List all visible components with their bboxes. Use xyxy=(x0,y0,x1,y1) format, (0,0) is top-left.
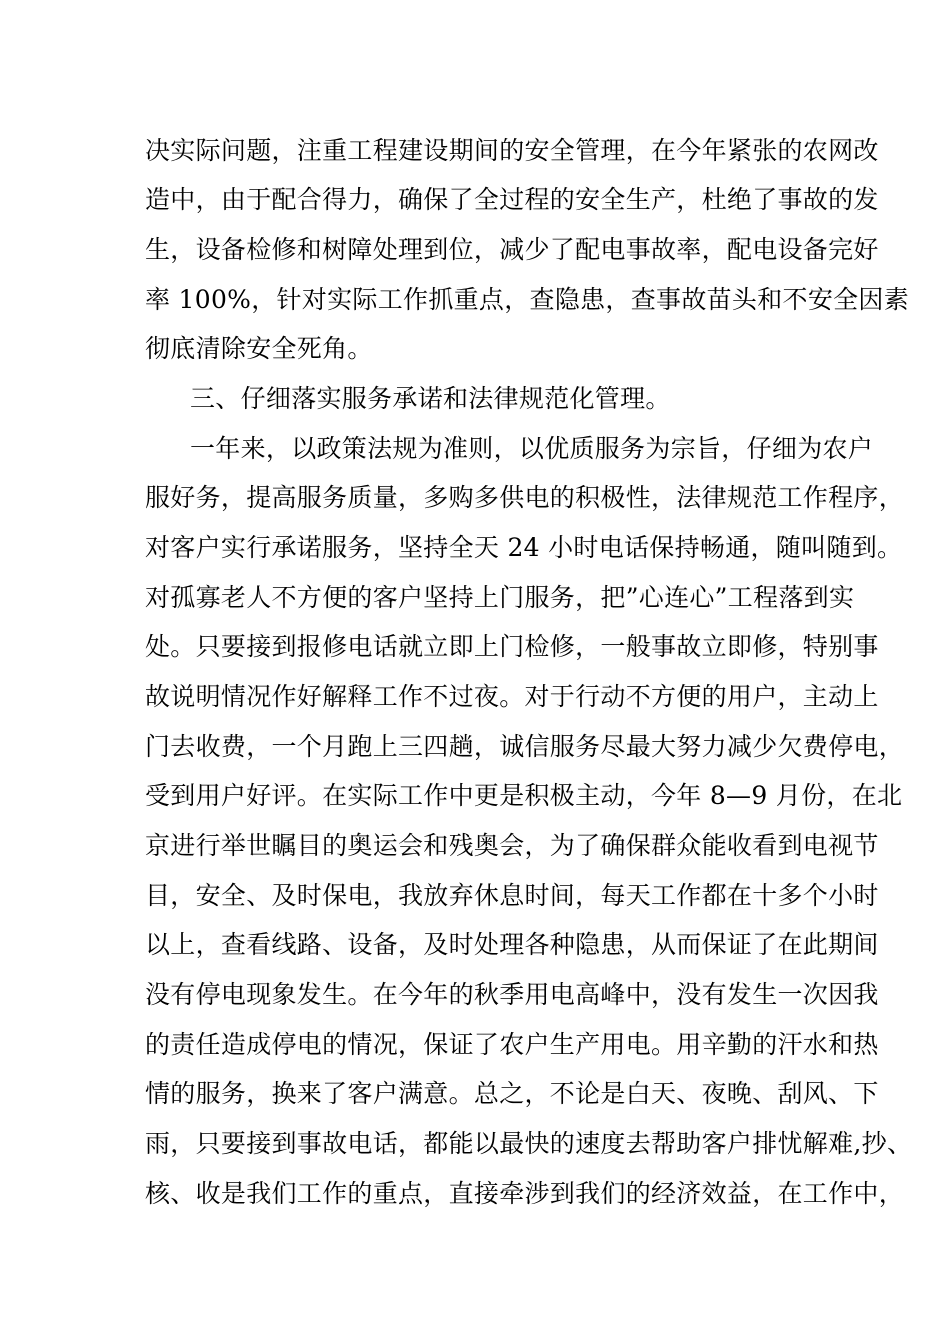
text-line: 造中，由于配合得力，确保了全过程的安全生产，杜绝了事故的发 xyxy=(145,185,879,214)
text-line: 生，设备检修和树障处理到位，减少了配电事故率，配电设备完好 xyxy=(145,235,879,264)
text-line: 京进行举世瞩目的奥运会和残奥会，为了确保群众能收看到电视节 xyxy=(145,831,879,860)
text-line: 对客户实行承诺服务，坚持全天 24 小时电话保持畅通，随叫随到。 xyxy=(145,533,903,562)
text-line: 率 100%，针对实际工作抓重点，查隐患，查事故苗头和不安全因素 xyxy=(145,285,910,314)
text-line: 决实际问题，注重工程建设期间的安全管理，在今年紧张的农网改 xyxy=(145,136,879,165)
text-line: 受到用户好评。在实际工作中更是积极主动，今年 8—9 月份，在北 xyxy=(145,781,903,810)
text-line: 故说明情况作好解释工作不过夜。对于行动不方便的用户，主动上 xyxy=(145,682,879,711)
paragraph-first-line: 一年来，以政策法规为准则，以优质服务为宗旨，仔细为农户 xyxy=(190,434,874,463)
text-line: 没有停电现象发生。在今年的秋季用电高峰中，没有发生一次因我 xyxy=(145,980,879,1009)
text-line: 门去收费，一个月跑上三四趟，诚信服务尽最大努力减少欠费停电， xyxy=(145,732,905,761)
text-line: 彻底清除安全死角。 xyxy=(145,334,373,363)
text-line: 雨，只要接到事故电话，都能以最快的速度去帮助客户排忧解难,抄、 xyxy=(145,1129,913,1158)
section-heading: 三、仔细落实服务承诺和法律规范化管理。 xyxy=(190,384,671,413)
text-line: 核、收是我们工作的重点，直接牵涉到我们的经济效益，在工作中， xyxy=(145,1179,905,1208)
text-line: 处。只要接到报修电话就立即上门检修，一般事故立即修，特别事 xyxy=(145,632,879,661)
text-line: 以上，查看线路、设备，及时处理各种隐患，从而保证了在此期间 xyxy=(145,930,879,959)
text-line: 情的服务，换来了客户满意。总之，不论是白天、夜晚、刮风、下 xyxy=(145,1079,879,1108)
text-line: 的责任造成停电的情况，保证了农户生产用电。用辛勤的汗水和热 xyxy=(145,1030,879,1059)
text-line: 服好务，提高服务质量，多购多供电的积极性，法律规范工作程序， xyxy=(145,483,905,512)
text-line: 目，安全、及时保电，我放弃休息时间，每天工作都在十多个小时 xyxy=(145,881,879,910)
text-line: 对孤寡老人不方便的客户坚持上门服务，把”心连心”工程落到实 xyxy=(145,583,855,612)
